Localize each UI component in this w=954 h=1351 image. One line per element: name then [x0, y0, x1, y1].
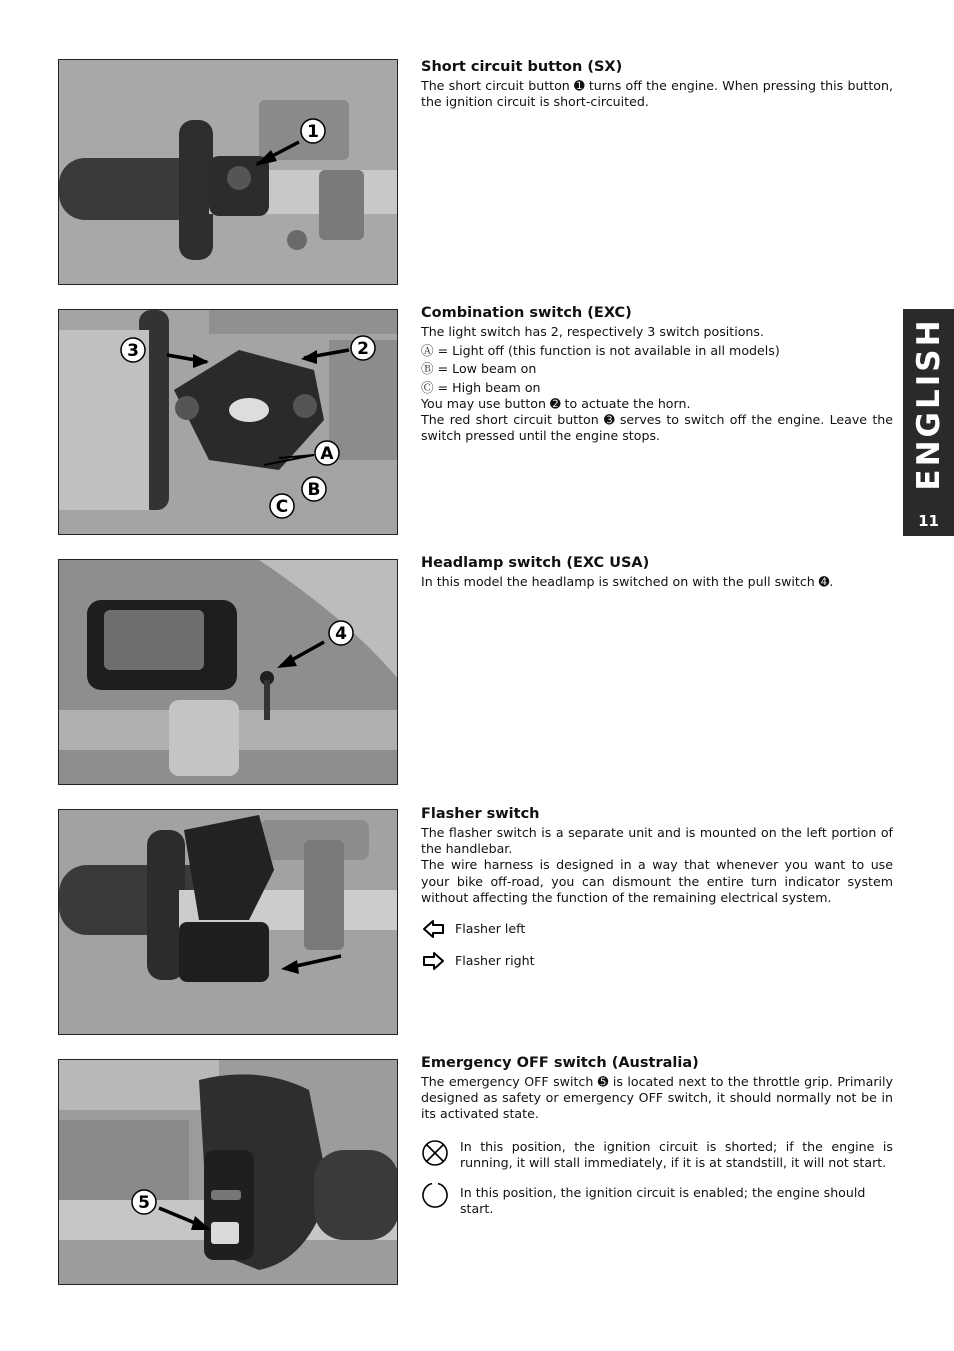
callout-a-label: A — [320, 444, 334, 464]
legend-label: In this position, the ignition circuit is shorted; if the engine is running, it will stall immediately, if it is at standstill, it will not start. — [460, 1138, 893, 1170]
section-headlamp-switch — [421, 554, 893, 590]
legend-ignition-shorted — [421, 1139, 893, 1171]
section-emergency-off-switch — [421, 1054, 893, 1217]
callout-c-label: C — [275, 497, 289, 517]
photo-short-circuit-button — [58, 59, 398, 285]
legend-flasher-left — [421, 918, 893, 940]
position-b-text: Ⓑ = Low beam on — [421, 361, 537, 377]
short-circuit-text: The red short circuit button ➌ serves to switch off the engine. Leave the switch pressed until the engine stops. — [421, 412, 893, 444]
arrow-left-icon — [421, 918, 449, 940]
section-text: The emergency OFF switch ➎ is located next to the throttle grip. Primarily designed as safety or emergency OFF switch, it should normally not be in its activated state. — [421, 1074, 893, 1122]
section-text-line: The light switch has 2, respectively 3 switch positions. — [421, 324, 764, 339]
position-c-text: Ⓒ = High beam on — [421, 379, 541, 395]
legend-label: Flasher right — [455, 952, 535, 968]
horn-text: You may use button ➋ to actuate the horn. — [421, 395, 691, 411]
photo-emergency-off-switch — [58, 1059, 398, 1285]
callout-2-label: 2 — [357, 339, 369, 359]
section-combination-switch — [421, 304, 893, 444]
section-text: In this model the headlamp is switched on with the pull switch ➍. — [421, 574, 834, 589]
callout-1-label: 1 — [307, 122, 319, 142]
photo-flasher-switch — [58, 809, 398, 1035]
section-text-line: The flasher switch is a separate unit and is mounted on the left portion of the handlebar. — [421, 825, 893, 857]
arrow-right-icon — [421, 950, 449, 972]
page-number: 11 — [918, 512, 939, 530]
legend-label: In this position, the ignition circuit is enabled; the engine should start. — [460, 1185, 866, 1217]
section-text: The short circuit button ➊ turns off the engine. When pressing this button, the ignition circuit is short-circuited. — [421, 78, 893, 110]
legend-flasher-right — [421, 950, 893, 972]
language-label: ENGLISH — [910, 317, 947, 491]
section-title: Combination switch (EXC) — [421, 305, 632, 321]
section-title: Emergency OFF switch (Australia) — [421, 1055, 699, 1071]
language-tab — [903, 309, 954, 536]
callout-b-label: B — [307, 480, 321, 500]
legend-ignition-enabled — [421, 1181, 893, 1217]
callout-4-label: 4 — [335, 624, 347, 644]
photo-headlamp-switch — [58, 559, 398, 785]
legend-label: Flasher left — [455, 920, 526, 936]
section-title: Short circuit button (SX) — [421, 59, 623, 75]
open-circle-icon — [421, 1181, 449, 1209]
position-a-text: Ⓐ = Light off (this function is not available in all models) — [421, 343, 780, 359]
section-title: Headlamp switch (EXC USA) — [421, 555, 650, 571]
photo-combination-switch — [58, 309, 398, 535]
callout-3-label: 3 — [127, 341, 139, 361]
section-short-circuit-button — [421, 58, 893, 110]
callout-5-label: 5 — [138, 1193, 150, 1213]
section-flasher-switch — [421, 805, 893, 972]
section-text-line: The wire harness is designed in a way that whenever you want to use your bike off-road, you can dismount the entire turn indicator system without affecting the function of the remaining electrical system. — [421, 857, 893, 905]
section-title: Flasher switch — [421, 806, 540, 822]
crossed-circle-icon — [421, 1139, 449, 1167]
